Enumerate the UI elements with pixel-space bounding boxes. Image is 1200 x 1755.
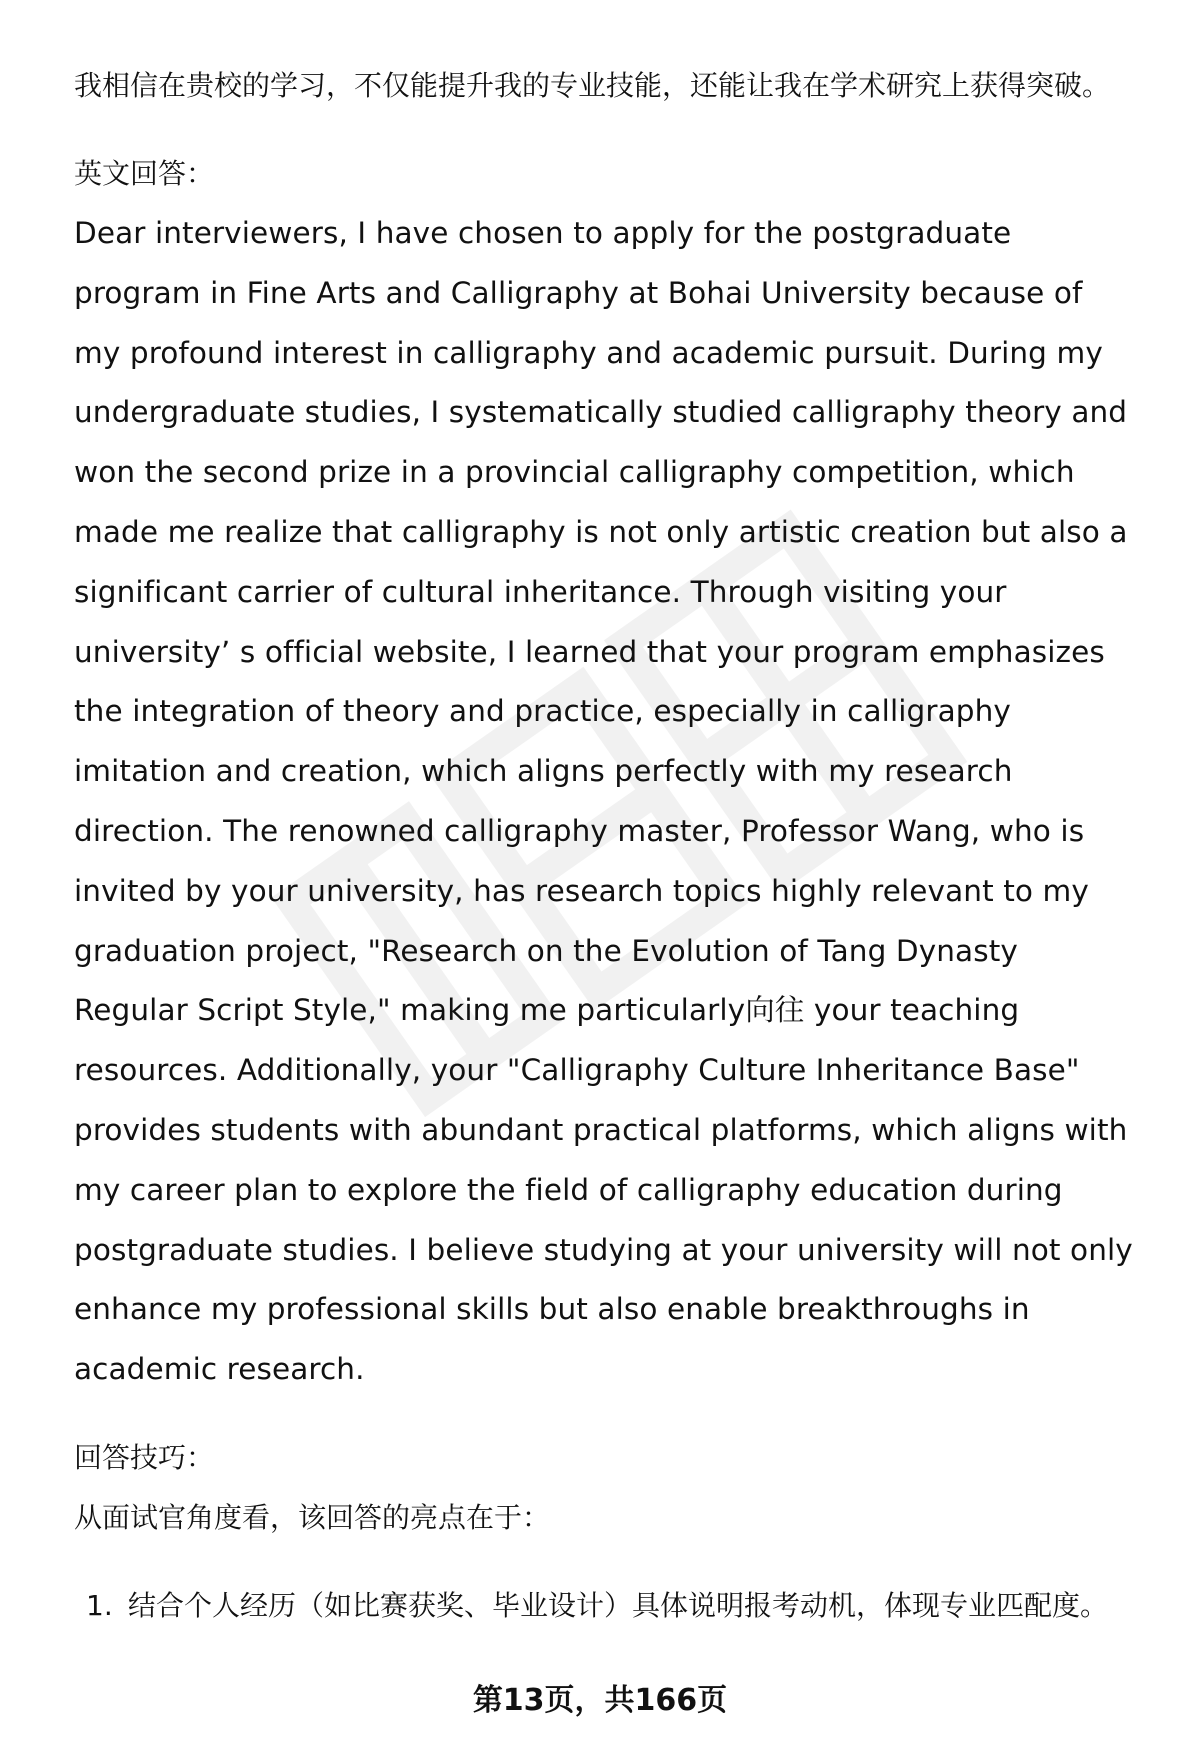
list-item-number: 1. <box>86 1588 113 1622</box>
list-item <box>74 1576 1134 1636</box>
english-answer-paragraph: Dear interviewers, I have chosen to apply for the postgraduate program in Fine Arts and Calligraphy at Bohai University because of my profound interest in calligraphy and academic pursuit. During my undergraduate studies, I systematically studied calligraphy theory and won the second prize in a provincial calligraphy competition, which made me realize that calligraphy is not only artistic creation but also a significant carrier of cultural inheritance. Through visiting your university’ s official website, I learned that your program emphasizes the integration of theory and practice, especially in calligraphy imitation and creation, which aligns perfectly with my research direction. The renowned calligraphy master, Professor Wang, who is invited by your university, has research topics highly relevant to my graduation project, "Research on the Evolution of Tang Dynasty Regular Script Style," making me particularly向往 your teaching resources. Additionally, your "Calligraphy Culture Inheritance Base" provides students with abundant practical platforms, which aligns with my career plan to explore the field of calligraphy education during postgraduate studies. I believe studying at your university will not only enhance my professional skills but also enable breakthroughs in academic research. <box>74 216 1133 1387</box>
document-content <box>74 56 1134 1636</box>
intro-paragraph: 我相信在贵校的学习，不仅能提升我的专业技能，还能让我在学术研究上获得突破。 <box>74 69 1111 102</box>
tips-list <box>74 1576 1134 1636</box>
page-footer: 第13页，共166页 <box>472 1683 728 1718</box>
english-answer-heading: 英文回答： <box>74 157 215 190</box>
list-item-text: 结合个人经历（如比赛获奖、毕业设计）具体说明报考动机，体现专业匹配度。 <box>128 1588 1109 1622</box>
tips-intro: 从面试官角度看，该回答的亮点在于： <box>74 1500 551 1534</box>
tips-heading: 回答技巧： <box>74 1440 215 1474</box>
